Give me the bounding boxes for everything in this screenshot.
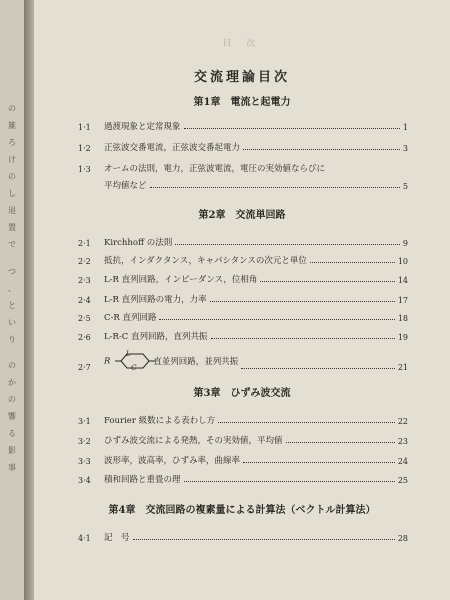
entry-page: 3: [402, 144, 408, 153]
left-edge-glyph: か: [8, 378, 16, 387]
leader-dots: [310, 262, 395, 263]
leader-dots: [159, 319, 394, 320]
circuit-c-label: C: [131, 364, 137, 372]
left-edge-glyph: 置: [8, 223, 16, 232]
toc-entry[interactable]: [78, 527, 408, 543]
leader-dots: [286, 442, 395, 443]
toc-entry[interactable]: [78, 250, 408, 266]
toc-entry[interactable]: [78, 269, 408, 285]
toc-entry[interactable]: [78, 307, 408, 323]
left-edge-glyph: ろ: [8, 138, 16, 147]
entry-page: 28: [397, 534, 408, 543]
entry-title: Fourier 級数による表わし方: [104, 416, 216, 426]
entry-number: 2·5: [78, 314, 91, 323]
leader-dots: [184, 481, 395, 482]
entry-number: 2·3: [78, 276, 91, 285]
toc-entry[interactable]: [78, 289, 408, 305]
circuit-l-label: L: [125, 350, 131, 358]
entry-title: L-R 直列回路，インピーダンス，位相角: [104, 275, 258, 285]
toc-entry[interactable]: [78, 137, 408, 153]
leader-dots: [211, 338, 395, 339]
entry-page: 17: [397, 296, 408, 305]
chapter-4-heading: 第4章 交流回路の複素量による計算法（ベクトル計算法）: [108, 505, 376, 516]
leader-dots: [210, 301, 395, 302]
entry-title: 過渡現象と定常現象: [104, 122, 181, 132]
entry-title-with-circuit: [104, 350, 238, 372]
entry-number: 1·3: [78, 165, 91, 174]
left-edge-glyph: け: [8, 155, 16, 164]
entry-number: 2·4: [78, 296, 91, 305]
leader-dots: [243, 149, 400, 150]
left-page-edge: [0, 0, 24, 600]
left-edge-glyph: と: [8, 301, 16, 310]
entry-title: C-R 直列回路: [104, 313, 157, 323]
entry-title: 正弦波交番電流，正弦波交番起電力: [104, 143, 241, 153]
leader-dots: [175, 244, 400, 245]
leader-dots: [184, 128, 400, 129]
left-edge-glyph: 雑: [8, 121, 16, 130]
entry-number: 1·2: [78, 144, 91, 153]
entry-number: 3·1: [78, 417, 91, 426]
entry-page: 9: [402, 239, 408, 248]
entry-page: 18: [397, 314, 408, 323]
entry-page: 25: [397, 476, 408, 485]
entry-number: 4·1: [78, 534, 91, 543]
entry-page: 1: [402, 123, 408, 132]
leader-dots: [150, 187, 400, 188]
entry-number: 2·2: [78, 257, 91, 266]
leader-dots: [243, 462, 395, 463]
entry-page: 21: [397, 363, 408, 372]
left-edge-glyph: し: [8, 189, 16, 198]
toc-entry[interactable]: [78, 469, 408, 485]
left-edge-glyph: 響: [8, 412, 16, 421]
left-edge-glyph: り: [8, 335, 16, 344]
left-edge-glyph: の: [8, 395, 16, 404]
left-edge-glyph: る: [8, 429, 16, 438]
chapter-1-heading: 第1章 電流と起電力: [193, 97, 291, 108]
circuit-r-label: R: [104, 356, 111, 367]
book-gutter: [24, 0, 34, 600]
left-edge-glyph: い: [8, 318, 16, 327]
entry-title: L-R 直列回路の電力，力率: [104, 295, 207, 305]
left-edge-glyph: の: [8, 361, 16, 370]
entry-title: 抵抗，インダクタンス，キャパシタンスの次元と単位: [104, 256, 307, 266]
entry-number: 3·2: [78, 437, 91, 446]
entry-title: ひずみ波交流による発熱，その実効値，平均値: [104, 436, 283, 446]
toc-entry[interactable]: [78, 450, 408, 466]
entry-title: L-R-C 直列回路，直列共振: [104, 332, 208, 342]
entry-number: 3·3: [78, 457, 91, 466]
left-edge-glyph: の: [8, 172, 16, 181]
entry-title: 積和回路と重畳の理: [104, 475, 181, 485]
leader-dots: [241, 368, 395, 369]
left-edge-glyph: 事: [8, 463, 16, 472]
entry-number: 2·6: [78, 333, 91, 342]
entry-number: 3·4: [78, 476, 91, 485]
toc-entry[interactable]: [78, 410, 408, 426]
entry-page: 5: [402, 182, 408, 191]
entry-number: 2·7: [78, 363, 91, 372]
left-edge-glyph: 影: [8, 446, 16, 455]
entry-number: 2·1: [78, 239, 91, 248]
leader-dots: [260, 281, 394, 282]
left-edge-glyph: 、: [8, 284, 16, 293]
entry-title: 波形率，波高率，ひずみ率，曲線率: [104, 456, 241, 466]
toc-entry[interactable]: [78, 326, 408, 342]
toc-entry[interactable]: [78, 348, 408, 372]
entry-title: オームの法則，電力，正弦波電流，電圧の実効値ならびに: [104, 164, 326, 174]
entry-title: 直並列回路，並列共振: [153, 356, 239, 367]
toc-entry[interactable]: [78, 158, 408, 174]
entry-page: 22: [397, 417, 408, 426]
entry-page: 24: [397, 457, 408, 466]
entry-page: 19: [397, 333, 408, 342]
toc-entry[interactable]: [78, 430, 408, 446]
chapter-3-heading: 第3章 ひずみ波交流: [193, 388, 291, 399]
left-edge-glyph: の: [8, 104, 16, 113]
chapter-2-heading: 第2章 交流単回路: [198, 210, 286, 221]
page-running-header: 目 次: [222, 39, 262, 49]
toc-entry[interactable]: [78, 232, 408, 248]
entry-page: 23: [397, 437, 408, 446]
toc-page: [34, 0, 450, 600]
left-edge-glyph: つ: [8, 267, 16, 276]
entry-number: 1·1: [78, 123, 91, 132]
entry-title: 平均値など: [104, 181, 147, 191]
entry-page: 10: [397, 257, 408, 266]
toc-entry-continuation[interactable]: [104, 175, 408, 191]
toc-entry[interactable]: [78, 116, 408, 132]
entry-page: 14: [397, 276, 408, 285]
left-edge-glyph: で: [8, 240, 16, 249]
entry-title: Kirchhoff の法則: [104, 238, 173, 248]
left-edge-glyph: 退: [8, 206, 16, 215]
leader-dots: [133, 539, 395, 540]
leader-dots: [218, 422, 395, 423]
entry-title: 記 号: [104, 533, 130, 543]
toc-title: 交流理論目次: [193, 70, 290, 85]
